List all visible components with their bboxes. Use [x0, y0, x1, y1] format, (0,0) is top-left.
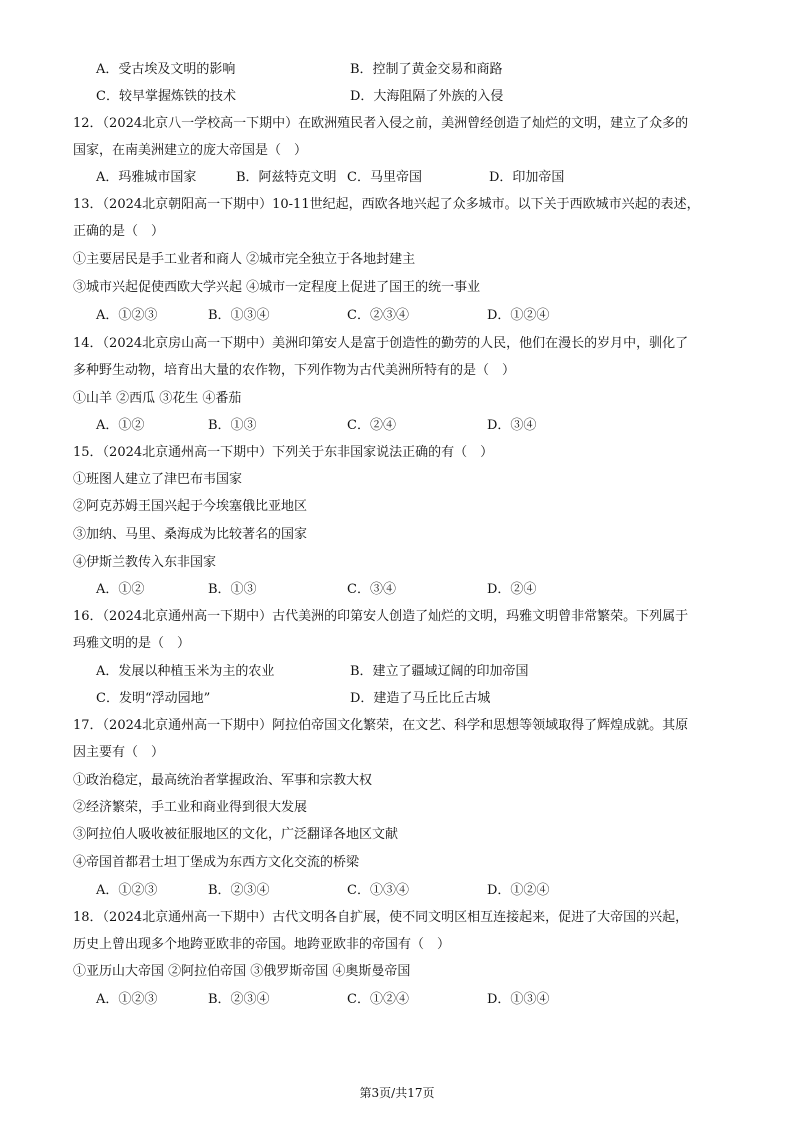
q14-option-b[interactable]: B．①③	[208, 418, 257, 433]
q13-option-c[interactable]: C．②③④	[347, 308, 409, 323]
q16-option-a[interactable]: A．发展以种植玉米为主的农业	[96, 664, 275, 679]
q17-option-d[interactable]: D．①②④	[487, 883, 550, 898]
q13-stem-line-2: 正确的是（ ）	[73, 224, 165, 239]
q14-option-d[interactable]: D．③④	[487, 418, 537, 433]
q13-stem-line-1: 13．（2024北京朝阳高一下期中）10-11世纪起，西欧各地兴起了众多城市。以下关于西欧城市兴起的表述，	[73, 197, 700, 212]
q12-stem-line-1: 12．（2024北京八一学校高一下期中）在欧洲殖民者入侵之前，美洲曾经创造了灿烂的文明，建立了众多的	[73, 116, 689, 131]
q17-stem-line-2: 因主要有（ ）	[73, 745, 165, 760]
q14-stem-line-2: 多种野生动物，培育出大量的农作物，下列作物为古代美洲所特有的是（ ）	[73, 363, 516, 378]
q16-stem-line-2: 玛雅文明的是（ ）	[73, 636, 191, 651]
q14-items-line: ①山羊 ②西瓜 ③花生 ④番茄	[73, 391, 242, 406]
q17-option-a[interactable]: A．①②③	[96, 883, 158, 898]
q16-option-d[interactable]: D．建造了马丘比丘古城	[350, 691, 491, 706]
q17-option-c[interactable]: C．①③④	[347, 883, 409, 898]
q17-item-3: ③阿拉伯人吸收被征服地区的文化，广泛翻译各地区文献	[73, 827, 399, 842]
q15-stem-line: 15．（2024北京通州高一下期中）下列关于东非国家说法正确的有（ ）	[73, 445, 494, 460]
q14-option-c[interactable]: C．②④	[347, 418, 396, 433]
q16-option-b[interactable]: B．建立了疆域辽阔的印加帝国	[350, 664, 529, 679]
q18-option-d[interactable]: D．①③④	[487, 992, 550, 1007]
q12-option-d[interactable]: D．印加帝国	[489, 170, 565, 185]
q17-item-4: ④帝国首都君士坦丁堡成为东西方文化交流的桥梁	[73, 855, 360, 870]
q15-option-b[interactable]: B．①③	[208, 582, 257, 597]
q16-stem-line-1: 16．（2024北京通州高一下期中）古代美洲的印第安人创造了灿烂的文明，玛雅文明曾非常繁荣。下列属于	[73, 609, 689, 624]
q18-option-c[interactable]: C．①②④	[347, 992, 409, 1007]
q13-option-a[interactable]: A．①②③	[96, 308, 158, 323]
q13-items-line-1: ①主要居民是手工业者和商人 ②城市完全独立于各地封建主	[73, 252, 416, 267]
q15-item-1: ①班图人建立了津巴布韦国家	[73, 472, 243, 487]
q18-option-b[interactable]: B．②③④	[208, 992, 270, 1007]
q15-option-c[interactable]: C．③④	[347, 582, 396, 597]
q12-stem-line-2: 国家，在南美洲建立的庞大帝国是（ ）	[73, 143, 308, 158]
q17-option-b[interactable]: B．②③④	[208, 883, 270, 898]
page-footer: 第3页/共17页	[359, 1086, 435, 1100]
q15-item-3: ③加纳、马里、桑海成为比较著名的国家	[73, 527, 308, 542]
q17-stem-line-1: 17．（2024北京通州高一下期中）阿拉伯帝国文化繁荣，在文艺、科学和思想等领域取得了辉煌成就。其原	[73, 718, 689, 733]
q12-option-a[interactable]: A．玛雅城市国家	[96, 170, 197, 185]
q15-item-4: ④伊斯兰教传入东非国家	[73, 555, 217, 570]
q11-option-b[interactable]: B．控制了黄金交易和商路	[350, 62, 503, 77]
q14-option-a[interactable]: A．①②	[96, 418, 145, 433]
q17-item-2: ②经济繁荣，手工业和商业得到很大发展	[73, 800, 308, 815]
q15-option-d[interactable]: D．②④	[487, 582, 537, 597]
q18-option-a[interactable]: A．①②③	[96, 992, 158, 1007]
q15-option-a[interactable]: A．①②	[96, 582, 145, 597]
q13-option-d[interactable]: D．①②④	[487, 308, 550, 323]
q11-option-c[interactable]: C．较早掌握炼铁的技术	[96, 89, 236, 104]
q13-option-b[interactable]: B．①③④	[208, 308, 270, 323]
q13-items-line-2: ③城市兴起促使西欧大学兴起 ④城市一定程度上促进了国王的统一事业	[73, 280, 481, 295]
q12-option-b[interactable]: B．阿兹特克文明	[236, 170, 337, 185]
q15-item-2: ②阿克苏姆王国兴起于今埃塞俄比亚地区	[73, 499, 308, 514]
q17-item-1: ①政治稳定，最高统治者掌握政治、军事和宗教大权	[73, 773, 373, 788]
q18-stem-line-1: 18．（2024北京通州高一下期中）古代文明各自扩展，使不同文明区相互连接起来，促进了大帝国的兴起，	[73, 910, 689, 925]
q14-stem-line-1: 14．（2024北京房山高一下期中）美洲印第安人是富于创造性的勤劳的人民，他们在漫长的岁月中，驯化了	[73, 336, 689, 351]
q11-option-d[interactable]: D．大海阻隔了外族的入侵	[350, 89, 504, 104]
q18-items-line: ①亚历山大帝国 ②阿拉伯帝国 ③俄罗斯帝国 ④奥斯曼帝国	[73, 964, 411, 979]
q16-option-c[interactable]: C．发明“浮动园地”	[96, 691, 211, 706]
q18-stem-line-2: 历史上曾出现多个地跨亚欧非的帝国。地跨亚欧非的帝国有（ ）	[73, 937, 451, 952]
q12-option-c[interactable]: C．马里帝国	[347, 170, 422, 185]
q11-option-a[interactable]: A．受古埃及文明的影响	[96, 62, 236, 77]
